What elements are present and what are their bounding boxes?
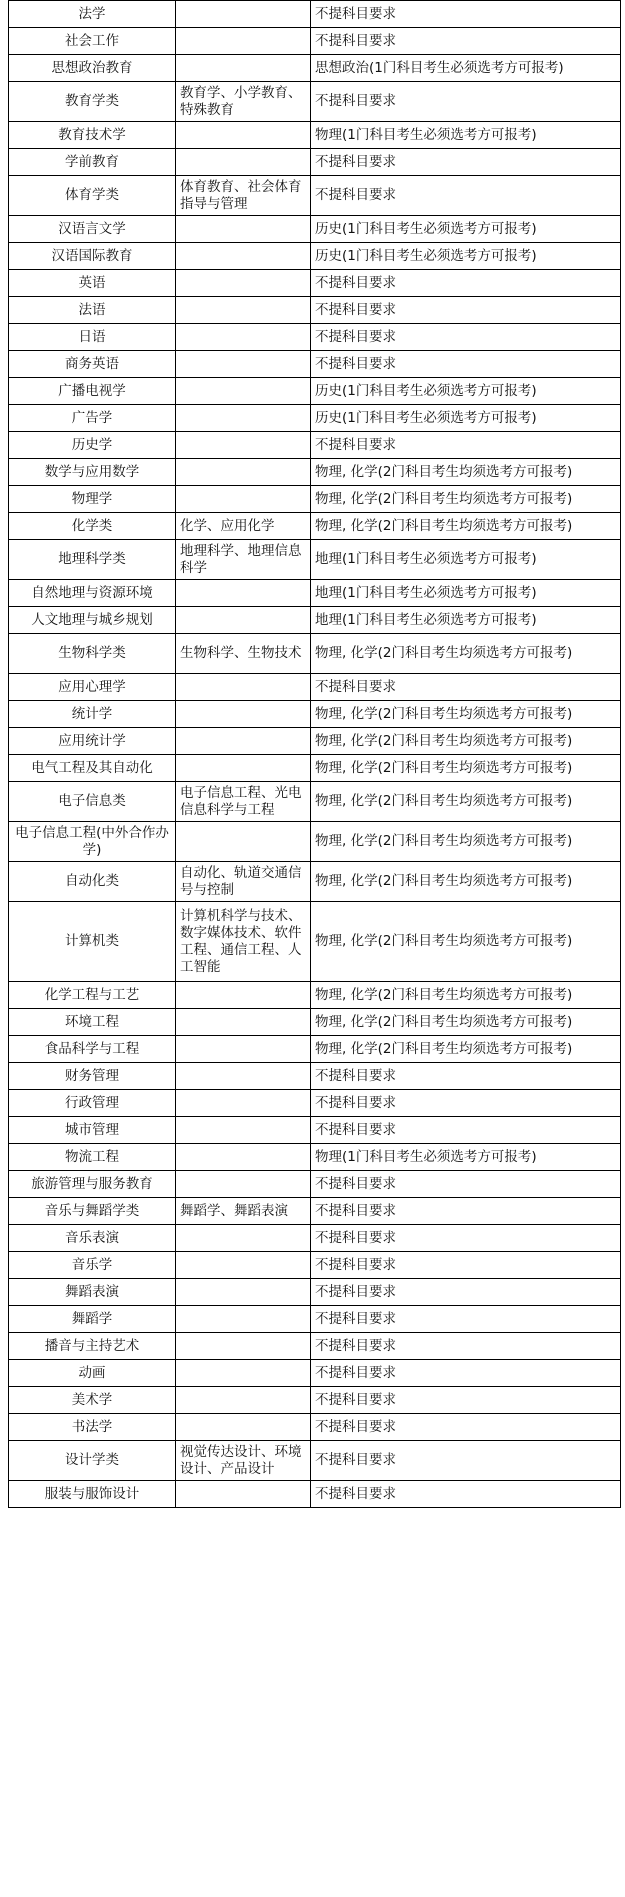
sub-major-cell <box>176 270 311 297</box>
requirement-cell: 不提科目要求 <box>311 270 621 297</box>
major-cell: 法语 <box>9 297 176 324</box>
table-body <box>9 0 621 1508</box>
table-row <box>9 701 621 728</box>
sub-major-cell: 电子信息工程、光电信息科学与工程 <box>176 782 311 822</box>
requirement-cell: 物理, 化学(2门科目考生均须选考方可报考) <box>311 701 621 728</box>
major-cell: 数学与应用数学 <box>9 459 176 486</box>
sub-major-cell <box>176 1333 311 1360</box>
table-row <box>9 1333 621 1360</box>
table-row <box>9 149 621 176</box>
sub-major-cell <box>176 459 311 486</box>
major-cell: 地理科学类 <box>9 540 176 580</box>
requirement-cell: 不提科目要求 <box>311 324 621 351</box>
sub-major-cell: 计算机科学与技术、数字媒体技术、软件工程、通信工程、人工智能 <box>176 902 311 982</box>
sub-major-cell <box>176 243 311 270</box>
sub-major-cell: 视觉传达设计、环境设计、产品设计 <box>176 1441 311 1481</box>
requirement-cell: 不提科目要求 <box>311 351 621 378</box>
sub-major-cell: 化学、应用化学 <box>176 513 311 540</box>
major-cell: 舞蹈学 <box>9 1306 176 1333</box>
major-cell: 城市管理 <box>9 1117 176 1144</box>
table-row <box>9 297 621 324</box>
table-row <box>9 1387 621 1414</box>
sub-major-cell <box>176 1036 311 1063</box>
table-row <box>9 1414 621 1441</box>
requirement-cell: 物理, 化学(2门科目考生均须选考方可报考) <box>311 902 621 982</box>
major-cell: 历史学 <box>9 432 176 459</box>
major-cell: 美术学 <box>9 1387 176 1414</box>
requirement-cell: 历史(1门科目考生必须选考方可报考) <box>311 243 621 270</box>
requirement-cell: 物理, 化学(2门科目考生均须选考方可报考) <box>311 755 621 782</box>
requirement-cell: 不提科目要求 <box>311 1171 621 1198</box>
table-row <box>9 378 621 405</box>
major-cell: 电子信息工程(中外合作办学) <box>9 822 176 862</box>
sub-major-cell <box>176 1360 311 1387</box>
requirement-cell: 不提科目要求 <box>311 82 621 122</box>
major-cell: 生物科学类 <box>9 634 176 674</box>
major-cell: 音乐学 <box>9 1252 176 1279</box>
major-requirements-table <box>8 0 621 1508</box>
table-row <box>9 28 621 55</box>
major-cell: 统计学 <box>9 701 176 728</box>
major-cell: 音乐表演 <box>9 1225 176 1252</box>
major-cell: 舞蹈表演 <box>9 1279 176 1306</box>
table-row <box>9 540 621 580</box>
requirement-cell: 历史(1门科目考生必须选考方可报考) <box>311 216 621 243</box>
requirement-cell: 不提科目要求 <box>311 176 621 216</box>
requirement-cell: 不提科目要求 <box>311 1414 621 1441</box>
table-row <box>9 324 621 351</box>
requirement-cell: 不提科目要求 <box>311 149 621 176</box>
requirement-cell: 不提科目要求 <box>311 1117 621 1144</box>
sub-major-cell <box>176 55 311 82</box>
major-cell: 自动化类 <box>9 862 176 902</box>
table-row <box>9 1036 621 1063</box>
requirement-cell: 不提科目要求 <box>311 297 621 324</box>
requirement-cell: 物理, 化学(2门科目考生均须选考方可报考) <box>311 1036 621 1063</box>
table-row <box>9 486 621 513</box>
major-cell: 电气工程及其自动化 <box>9 755 176 782</box>
sub-major-cell <box>176 1225 311 1252</box>
sub-major-cell <box>176 405 311 432</box>
major-cell: 汉语言文学 <box>9 216 176 243</box>
sub-major-cell <box>176 378 311 405</box>
major-cell: 社会工作 <box>9 28 176 55</box>
major-cell: 教育学类 <box>9 82 176 122</box>
requirement-cell: 物理, 化学(2门科目考生均须选考方可报考) <box>311 634 621 674</box>
table-row <box>9 1306 621 1333</box>
table-row <box>9 176 621 216</box>
sub-major-cell: 体育教育、社会体育指导与管理 <box>176 176 311 216</box>
sub-major-cell <box>176 1009 311 1036</box>
sub-major-cell <box>176 1063 311 1090</box>
table-row <box>9 822 621 862</box>
sub-major-cell <box>176 297 311 324</box>
table-row <box>9 634 621 674</box>
requirement-cell: 历史(1门科目考生必须选考方可报考) <box>311 378 621 405</box>
table-row <box>9 1171 621 1198</box>
sub-major-cell <box>176 755 311 782</box>
sub-major-cell <box>176 324 311 351</box>
requirement-cell: 物理(1门科目考生必须选考方可报考) <box>311 1144 621 1171</box>
major-cell: 汉语国际教育 <box>9 243 176 270</box>
sub-major-cell: 舞蹈学、舞蹈表演 <box>176 1198 311 1225</box>
major-cell: 化学类 <box>9 513 176 540</box>
sub-major-cell: 地理科学、地理信息科学 <box>176 540 311 580</box>
requirement-cell: 物理, 化学(2门科目考生均须选考方可报考) <box>311 822 621 862</box>
major-cell: 广播电视学 <box>9 378 176 405</box>
table-row <box>9 1225 621 1252</box>
requirement-cell: 不提科目要求 <box>311 1090 621 1117</box>
table-row <box>9 82 621 122</box>
major-cell: 设计学类 <box>9 1441 176 1481</box>
sub-major-cell <box>176 1 311 28</box>
major-cell: 体育学类 <box>9 176 176 216</box>
table-row <box>9 351 621 378</box>
major-cell: 书法学 <box>9 1414 176 1441</box>
table-row <box>9 1063 621 1090</box>
table-row <box>9 1090 621 1117</box>
major-cell: 日语 <box>9 324 176 351</box>
table-row <box>9 1198 621 1225</box>
major-cell: 自然地理与资源环境 <box>9 580 176 607</box>
requirement-cell: 地理(1门科目考生必须选考方可报考) <box>311 607 621 634</box>
table-row <box>9 728 621 755</box>
major-cell: 学前教育 <box>9 149 176 176</box>
requirement-cell: 物理, 化学(2门科目考生均须选考方可报考) <box>311 782 621 822</box>
major-cell: 行政管理 <box>9 1090 176 1117</box>
table-row <box>9 862 621 902</box>
table-row <box>9 1441 621 1481</box>
major-cell: 法学 <box>9 1 176 28</box>
sub-major-cell: 自动化、轨道交通信号与控制 <box>176 862 311 902</box>
requirement-cell: 物理, 化学(2门科目考生均须选考方可报考) <box>311 982 621 1009</box>
requirement-cell: 物理, 化学(2门科目考生均须选考方可报考) <box>311 486 621 513</box>
major-cell: 应用心理学 <box>9 674 176 701</box>
requirement-cell: 不提科目要求 <box>311 1252 621 1279</box>
major-cell: 财务管理 <box>9 1063 176 1090</box>
major-cell: 播音与主持艺术 <box>9 1333 176 1360</box>
requirement-cell: 物理, 化学(2门科目考生均须选考方可报考) <box>311 862 621 902</box>
major-cell: 教育技术学 <box>9 122 176 149</box>
sub-major-cell <box>176 822 311 862</box>
sub-major-cell <box>176 486 311 513</box>
major-cell: 物流工程 <box>9 1144 176 1171</box>
major-cell: 环境工程 <box>9 1009 176 1036</box>
table-row <box>9 1117 621 1144</box>
requirement-cell: 不提科目要求 <box>311 1 621 28</box>
major-cell: 思想政治教育 <box>9 55 176 82</box>
sub-major-cell <box>176 28 311 55</box>
major-cell: 应用统计学 <box>9 728 176 755</box>
requirement-cell: 物理(1门科目考生必须选考方可报考) <box>311 122 621 149</box>
requirement-cell: 不提科目要求 <box>311 28 621 55</box>
major-cell: 物理学 <box>9 486 176 513</box>
major-cell: 广告学 <box>9 405 176 432</box>
table-row <box>9 1144 621 1171</box>
sub-major-cell <box>176 432 311 459</box>
requirement-cell: 不提科目要求 <box>311 1387 621 1414</box>
requirement-cell: 不提科目要求 <box>311 432 621 459</box>
table-row <box>9 782 621 822</box>
major-cell: 音乐与舞蹈学类 <box>9 1198 176 1225</box>
table-row <box>9 243 621 270</box>
requirement-cell: 不提科目要求 <box>311 1198 621 1225</box>
requirement-cell: 地理(1门科目考生必须选考方可报考) <box>311 580 621 607</box>
sub-major-cell <box>176 1144 311 1171</box>
table-row <box>9 432 621 459</box>
sub-major-cell <box>176 1387 311 1414</box>
sub-major-cell <box>176 1117 311 1144</box>
sub-major-cell: 生物科学、生物技术 <box>176 634 311 674</box>
sub-major-cell <box>176 607 311 634</box>
sub-major-cell <box>176 1306 311 1333</box>
requirement-cell: 物理, 化学(2门科目考生均须选考方可报考) <box>311 459 621 486</box>
sub-major-cell <box>176 1090 311 1117</box>
sub-major-cell <box>176 982 311 1009</box>
table-row <box>9 1009 621 1036</box>
table-row <box>9 513 621 540</box>
sub-major-cell <box>176 1252 311 1279</box>
requirement-cell: 不提科目要求 <box>311 1225 621 1252</box>
requirement-cell: 历史(1门科目考生必须选考方可报考) <box>311 405 621 432</box>
requirement-cell: 地理(1门科目考生必须选考方可报考) <box>311 540 621 580</box>
sub-major-cell <box>176 1171 311 1198</box>
table-row <box>9 270 621 297</box>
sub-major-cell <box>176 728 311 755</box>
requirement-cell: 物理, 化学(2门科目考生均须选考方可报考) <box>311 513 621 540</box>
requirement-cell: 不提科目要求 <box>311 674 621 701</box>
table-row <box>9 1252 621 1279</box>
table-row <box>9 216 621 243</box>
table-row <box>9 580 621 607</box>
requirement-cell: 物理, 化学(2门科目考生均须选考方可报考) <box>311 728 621 755</box>
table-row <box>9 902 621 982</box>
major-cell: 电子信息类 <box>9 782 176 822</box>
requirement-cell: 不提科目要求 <box>311 1360 621 1387</box>
table-row <box>9 755 621 782</box>
major-cell: 服装与服饰设计 <box>9 1481 176 1508</box>
major-cell: 计算机类 <box>9 902 176 982</box>
sub-major-cell: 教育学、小学教育、特殊教育 <box>176 82 311 122</box>
table-row <box>9 1 621 28</box>
table-row <box>9 122 621 149</box>
major-cell: 人文地理与城乡规划 <box>9 607 176 634</box>
major-cell: 商务英语 <box>9 351 176 378</box>
sub-major-cell <box>176 674 311 701</box>
sub-major-cell <box>176 1414 311 1441</box>
requirement-cell: 思想政治(1门科目考生必须选考方可报考) <box>311 55 621 82</box>
requirement-cell: 不提科目要求 <box>311 1279 621 1306</box>
table-row <box>9 405 621 432</box>
requirement-cell: 不提科目要求 <box>311 1063 621 1090</box>
sub-major-cell <box>176 701 311 728</box>
requirement-cell: 不提科目要求 <box>311 1441 621 1481</box>
sub-major-cell <box>176 122 311 149</box>
table-row <box>9 1279 621 1306</box>
major-cell: 英语 <box>9 270 176 297</box>
requirement-cell: 不提科目要求 <box>311 1481 621 1508</box>
table-row <box>9 1360 621 1387</box>
sub-major-cell <box>176 1279 311 1306</box>
major-cell: 化学工程与工艺 <box>9 982 176 1009</box>
sub-major-cell <box>176 1481 311 1508</box>
table-row <box>9 55 621 82</box>
table-row <box>9 982 621 1009</box>
table-row <box>9 459 621 486</box>
sub-major-cell <box>176 149 311 176</box>
sub-major-cell <box>176 351 311 378</box>
table-row <box>9 607 621 634</box>
table-row <box>9 1481 621 1508</box>
requirement-cell: 不提科目要求 <box>311 1306 621 1333</box>
requirement-cell: 不提科目要求 <box>311 1333 621 1360</box>
requirement-cell: 物理, 化学(2门科目考生均须选考方可报考) <box>311 1009 621 1036</box>
major-cell: 旅游管理与服务教育 <box>9 1171 176 1198</box>
major-cell: 食品科学与工程 <box>9 1036 176 1063</box>
sub-major-cell <box>176 580 311 607</box>
major-cell: 动画 <box>9 1360 176 1387</box>
table-row <box>9 674 621 701</box>
sub-major-cell <box>176 216 311 243</box>
